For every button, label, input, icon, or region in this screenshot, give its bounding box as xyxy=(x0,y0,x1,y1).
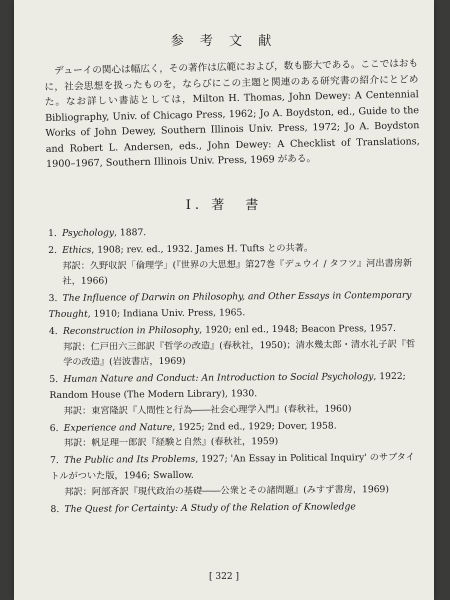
entry-title: Ethics xyxy=(62,244,92,256)
entry-number: 3. xyxy=(48,293,58,305)
entry-number: 2. xyxy=(48,244,58,256)
list-item xyxy=(48,223,418,242)
entry-number: 5. xyxy=(49,374,59,386)
list-item xyxy=(48,240,418,291)
list-item xyxy=(50,417,420,452)
list-item xyxy=(49,321,419,372)
page-number: [ 322 ] xyxy=(209,572,239,582)
intro-text: デューイの関心は幅広く，その著作は広範におよび，数も膨大である。ここではおもに，社会思想を扱ったものを，ならびにこの主題と関連のある研究書の紹介にとどめた。なお詳しい書誌としては，Milton H. Thomas, John Dewey: A Centennial Bibliography, Univ. of Chicago Press, 1962; Jo A. Boydston, ed., Guide to the Works of John Dewey, Southern Illinois Univ. Press, 1972; Jo A. Boydston and Robert L. Andersen, eds., John Dewey: A Checklist of Translations, 1900–1967, Southern Illinois Univ. Press, 1969 がある。 xyxy=(44,58,420,170)
section-title: I. 著 書 xyxy=(185,198,263,213)
entry-title: Reconstruction in Philosophy xyxy=(62,324,200,337)
entry-title: Psychology xyxy=(62,227,115,239)
intro-paragraph xyxy=(44,56,420,172)
entry-title: The Quest for Certainty: A Study of the Relation of Knowledge xyxy=(64,500,356,515)
list-item xyxy=(50,498,420,517)
entry-title: The Public and Its Problems xyxy=(63,453,196,467)
entry-detail: , 1910; Indiana Univ. Press, 1965. xyxy=(87,307,246,320)
entry-title: Experience and Nature xyxy=(63,421,173,434)
entry-translation: 邦訳：東宮隆訳『人間性と行為――社会心理学入門』(春秋社，1960) xyxy=(63,403,352,417)
entry-list xyxy=(48,223,421,519)
entry-number: 7. xyxy=(49,455,59,467)
page-title: 参 考 文 献 xyxy=(170,34,278,49)
book-page xyxy=(14,0,434,600)
entry-translation: 邦訳：帆足理一郎訳『経験と自然』(春秋社，1959) xyxy=(63,436,279,450)
entry-detail: , 1927; 'An Essay in Political Inquiry' のサブタイトルがついた版，1946; Swallow. xyxy=(50,451,415,482)
entry-translation: 邦訳：久野収訳「倫理学」(『世界の大思想』第27巻『デュウイ / タフツ』河出書房新社，1966) xyxy=(62,257,413,288)
list-item xyxy=(50,450,420,501)
entry-translation: 邦訳：阿部斉訳『現代政治の基礎――公衆とその諸問題』(みすず書房，1969) xyxy=(64,483,390,498)
entry-number: 4. xyxy=(48,325,58,337)
entry-detail: , 1922; Random House (The Modern Library), 1930. xyxy=(49,371,406,401)
entry-detail: , 1925; 2nd ed., 1929; Dover, 1958. xyxy=(172,420,337,433)
entry-detail: , 1920; enl ed., 1948; Beacon Press, 1957. xyxy=(199,322,396,336)
entry-title: The Influence of Darwin on Philosophy, and Other Essays in Contemporary Thought xyxy=(48,290,412,320)
list-item xyxy=(49,369,419,420)
list-item xyxy=(49,288,419,323)
entry-number: 8. xyxy=(50,503,60,515)
entry-title: Human Nature and Conduct: An Introduction to Social Psychology xyxy=(63,371,374,386)
entry-detail: , 1887. xyxy=(113,227,147,239)
entry-detail: , 1908; rev. ed., 1932. James H. Tufts との共著。 xyxy=(91,242,314,256)
entry-number: 1. xyxy=(48,227,57,239)
entry-number: 6. xyxy=(49,422,59,434)
entry-translation: 邦訳：仁戸田六三郎訳『哲学の改造』(春秋社，1950)；清水幾太郎・清水礼子訳『哲学の改造』(岩波書店，1969) xyxy=(63,338,416,369)
